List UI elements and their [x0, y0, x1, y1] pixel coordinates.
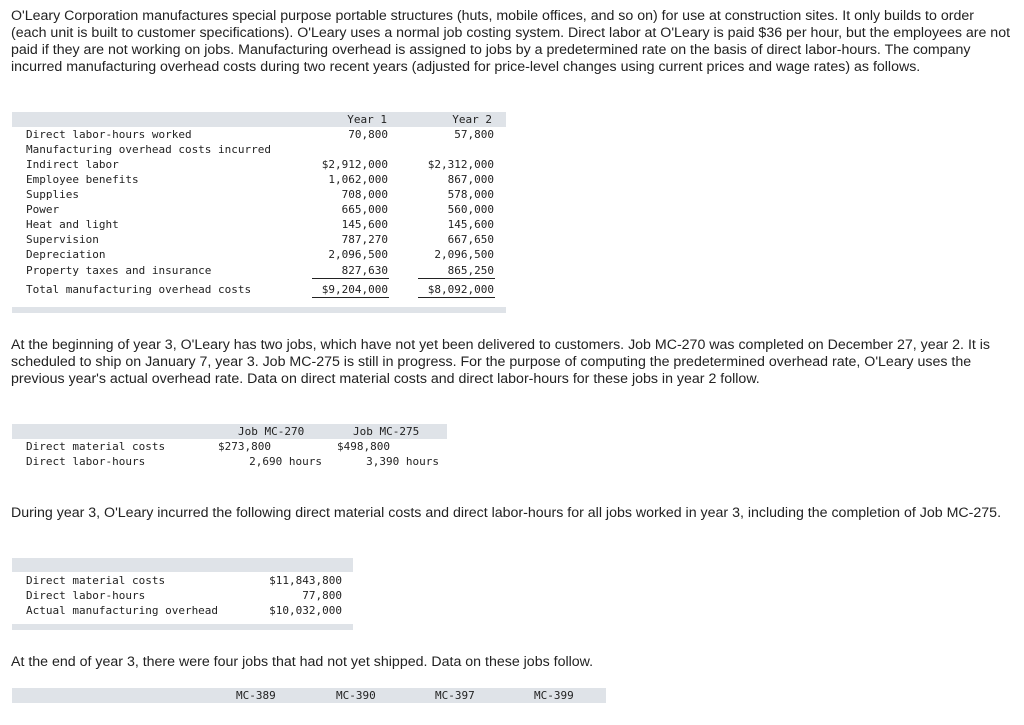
year1-value: $2,912,000	[321, 158, 388, 171]
row-value: $11,843,800	[269, 574, 342, 587]
year1-value: 145,600	[341, 218, 388, 231]
year1-value: 70,800	[348, 128, 388, 141]
column-header-year2: Year 2	[452, 113, 492, 126]
beginning-year3-paragraph: At the beginning of year 3, O'Leary has two jobs, which have not yet been delivered to customers. Job MC-270 was completed on December 27, year 2. It is scheduled to ship on January 7, year 3. Job MC-275 is still in progress. For the purpose of computing the predetermined overhead rate, O'Leary uses the previous year's actual overhead rate. Data on direct material costs and direct labor-hours for these jobs in year 2 follow.	[11, 337, 991, 387]
column-header-mc389: MC-389	[236, 689, 276, 702]
column-header-mc390: MC-390	[336, 689, 376, 702]
year2-value: 145,600	[447, 218, 494, 231]
year1-value: 665,000	[341, 203, 388, 216]
row-label: Property taxes and insurance	[26, 264, 212, 277]
year1-value: 827,630	[341, 264, 388, 277]
table-header-bar	[12, 688, 606, 703]
row-label: Direct material costs	[26, 440, 166, 453]
intro-paragraph: O'Leary Corporation manufactures special purpose portable structures (huts, mobile offices, and so on) for use at construction sites. It only builds to order (each unit is built to customer specifications). O'Leary uses a normal job costing system. Direct labor at O'Leary is paid $36 per hour, but the employees are not paid if they are not working on jobs. Manufacturing overhead is assigned to jobs by a predetermined rate on the basis of direct labor-hours. The company incurred manufacturing overhead costs during two recent years (adjusted for price-level changes using current prices and wage rates) as follows.	[11, 8, 1011, 75]
table-header-bar	[12, 112, 506, 127]
subtotal-rule	[418, 278, 495, 279]
mc275-value: 3,390 hours	[366, 455, 439, 468]
year2-value: 867,000	[447, 173, 494, 186]
mc270-value: 2,690 hours	[249, 455, 322, 468]
year2-value: 667,650	[447, 233, 494, 246]
year2-value: $2,312,000	[427, 158, 494, 171]
end-year3-paragraph: At the end of year 3, there were four jobs that had not yet shipped. Data on these jobs follow.	[11, 654, 594, 670]
row-label: Direct material costs	[26, 574, 166, 587]
year1-value: 708,000	[341, 188, 388, 201]
mc275-value: $498,800	[337, 440, 390, 453]
during-year3-paragraph: During year 3, O'Leary incurred the following direct material costs and direct labor-hours for all jobs worked in year 3, including the completion of Job MC-275.	[11, 505, 1002, 521]
total-label: Total manufacturing overhead costs	[26, 283, 252, 296]
year1-value: 1,062,000	[328, 173, 388, 186]
column-header-mc270: Job MC-270	[238, 425, 305, 438]
row-label: Indirect labor	[26, 158, 119, 171]
year2-value: 560,000	[447, 203, 494, 216]
row-label: Supplies	[26, 188, 79, 201]
mc270-value: $273,800	[218, 440, 271, 453]
column-header-mc397: MC-397	[435, 689, 475, 702]
row-value: 77,800	[302, 589, 342, 602]
row-value: $10,032,000	[269, 604, 342, 617]
table-header-bar	[12, 558, 353, 572]
row-label: Direct labor-hours	[26, 455, 146, 468]
year1-value: 2,096,500	[328, 248, 388, 261]
subtotal-rule	[312, 278, 389, 279]
row-label: Supervision	[26, 233, 99, 246]
year1-total: $9,204,000	[321, 283, 388, 296]
year2-value: 865,250	[447, 264, 494, 277]
year2-value: 578,000	[447, 188, 494, 201]
year2-value: 2,096,500	[434, 248, 494, 261]
year1-value: 787,270	[341, 233, 388, 246]
table-footer-bar	[12, 307, 506, 313]
year2-total: $8,092,000	[427, 283, 494, 296]
row-label: Heat and light	[26, 218, 119, 231]
column-header-mc275: Job MC-275	[353, 425, 420, 438]
row-label: Manufacturing overhead costs incurred	[26, 143, 272, 156]
row-label: Employee benefits	[26, 173, 139, 186]
column-header-mc399: MC-399	[534, 689, 574, 702]
year2-value: 57,800	[454, 128, 494, 141]
row-label: Direct labor-hours worked	[26, 128, 192, 141]
total-rule	[418, 297, 495, 298]
table-footer-bar	[12, 624, 353, 630]
row-label: Depreciation	[26, 248, 106, 261]
column-header-year1: Year 1	[347, 113, 387, 126]
row-label: Actual manufacturing overhead	[26, 604, 219, 617]
row-label: Power	[26, 203, 60, 216]
row-label: Direct labor-hours	[26, 589, 146, 602]
total-rule	[312, 297, 389, 298]
